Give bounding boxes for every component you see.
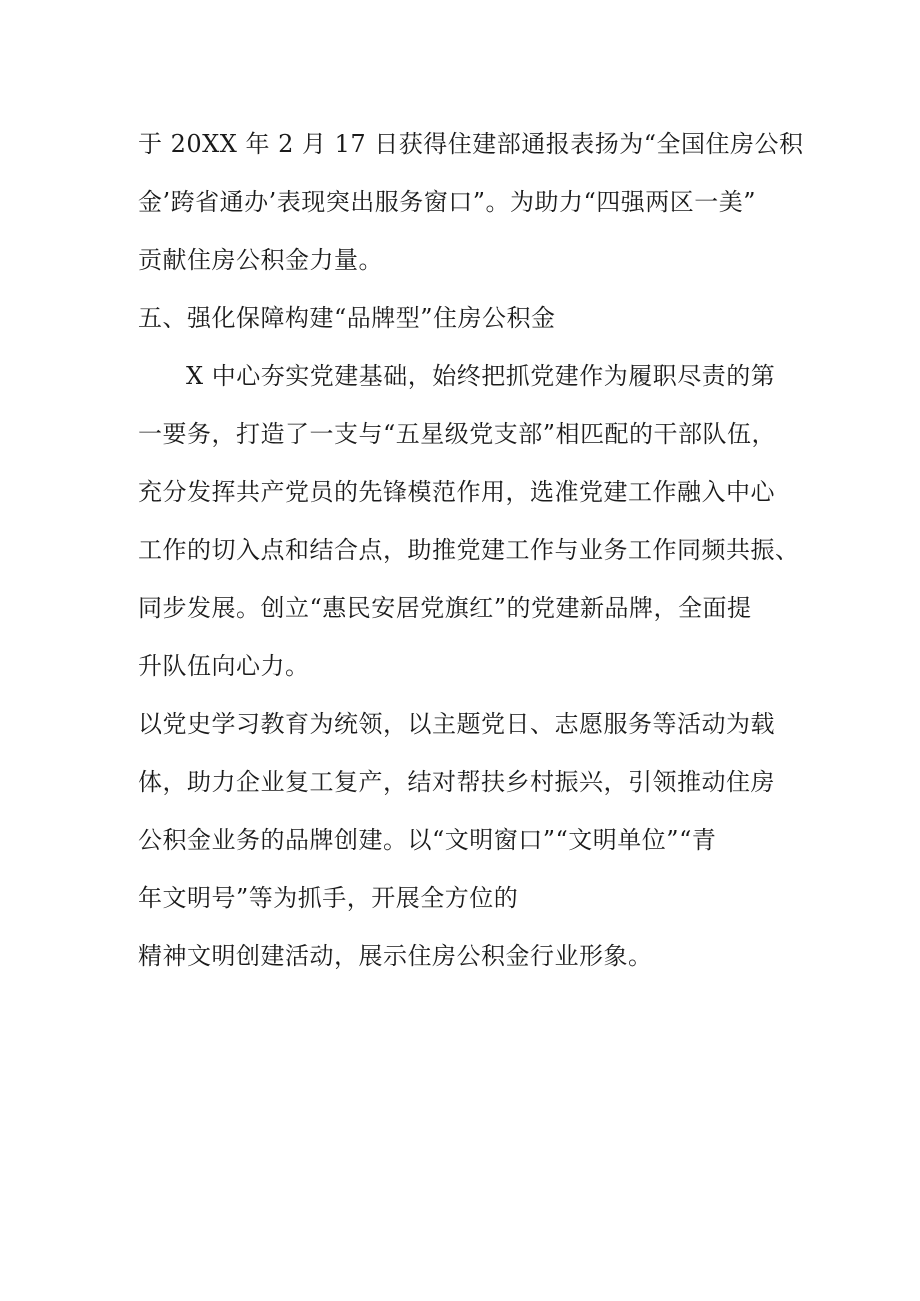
paragraph-line: 体，助力企业复工复产，结对帮扶乡村振兴，引领推动住房	[138, 768, 775, 796]
paragraph-line: 一要务，打造了一支与“五星级党支部”相匹配的干部队伍，	[138, 420, 777, 448]
paragraph-line: 以党史学习教育为统领，以主题党日、志愿服务等活动为载	[138, 710, 775, 738]
paragraph-line: 工作的切入点和结合点，助推党建工作与业务工作同频共振、	[138, 536, 800, 564]
paragraph-line: 金’跨省通办’表现突出服务窗口”。为助力“四强两区一美”	[138, 188, 757, 216]
paragraph-line: 年文明号”等为抓手，开展全方位的	[138, 884, 519, 912]
paragraph-line: 充分发挥共产党员的先锋模范作用，选准党建工作融入中心	[138, 478, 775, 506]
paragraph-line: 升队伍向心力。	[138, 652, 310, 680]
paragraph-line: X 中心夯实党建基础，始终把抓党建作为履职尽责的第	[186, 362, 776, 390]
paragraph-line: 公积金业务的品牌创建。以“文明窗口”“文明单位”“青	[138, 826, 717, 854]
paragraph-line: 于 20XX 年 2 月 17 日获得住建部通报表扬为“全国住房公积	[138, 130, 804, 158]
paragraph-line: 精神文明创建活动，展示住房公积金行业形象。	[138, 942, 653, 970]
section-heading: 五、强化保障构建“品牌型”住房公积金	[138, 304, 556, 332]
paragraph-line: 同步发展。创立“惠民安居党旗红”的党建新品牌，全面提	[138, 594, 752, 622]
paragraph-line: 贡献住房公积金力量。	[138, 246, 383, 274]
